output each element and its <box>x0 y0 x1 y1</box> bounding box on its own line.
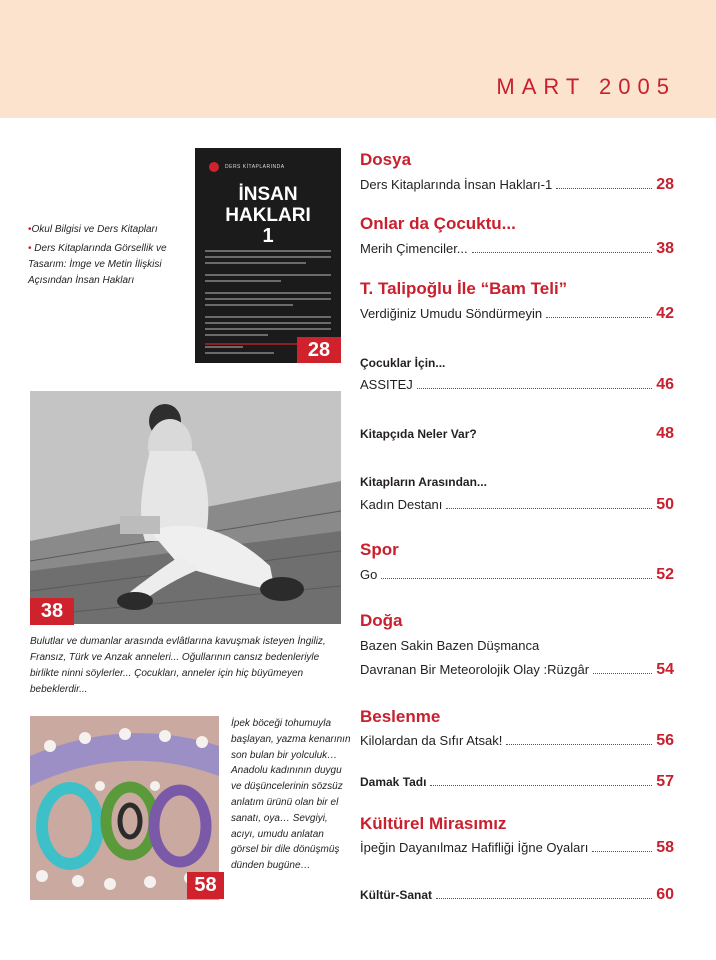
toc-entry-kitaplarin[interactable] <box>360 496 674 516</box>
leader-space <box>481 428 652 438</box>
toc-entry-doga[interactable] <box>360 661 674 681</box>
cover-note-1: Okul Bilgisi ve Ders Kitapları <box>31 224 158 235</box>
feature2-page-badge: 58 <box>187 872 224 899</box>
cover-thumbnail[interactable] <box>195 148 341 363</box>
toc-entry-title: Merih Çimenciler... <box>360 241 468 256</box>
feature1-page-badge: 38 <box>30 598 74 625</box>
cover-notes <box>28 222 190 292</box>
toc-entry-title: Ders Kitaplarında İnsan Hakları-1 <box>360 177 553 192</box>
leader-dots <box>506 734 652 745</box>
toc-entry-title: ASSITEJ <box>360 377 413 392</box>
cover-note-2: Ders Kitaplarında Görsellik ve Tasarım: İmge ve Metin İlişkisi Açısından İnsan Hakları <box>28 243 167 286</box>
toc-entry-damak[interactable] <box>360 773 674 793</box>
toc-section-spor[interactable]: Spor <box>360 540 399 559</box>
toc-section-beslenme[interactable]: Beslenme <box>360 707 441 726</box>
toc-entry-title: Kilolardan da Sıfır Atsak! <box>360 733 503 748</box>
issue-date: MART 2005 <box>496 74 676 99</box>
toc-page-number: 60 <box>656 886 674 903</box>
feature-photo-mother[interactable] <box>30 391 341 624</box>
cover-page-badge: 28 <box>297 337 341 363</box>
feature1-caption: Bulutlar ve dumanlar arasında evlâtlarına kavuşmak isteyen İngiliz, Fransız, Türk ve Anzak anneleri... Oğullarının cansız bedenleriyle birlikte ninni söylerler... Çocukları, anneler için hiç büyümeyen bebeklerdir... <box>30 636 326 695</box>
toc-page-number: 57 <box>656 773 674 790</box>
toc-entry-title: Kitapçıda Neler Var? <box>360 427 477 441</box>
leader-dots <box>446 498 652 509</box>
toc-page-number: 54 <box>656 661 674 678</box>
toc-section-cocuklar[interactable]: Çocuklar İçin... <box>360 356 446 370</box>
leader-dots <box>556 178 652 189</box>
toc-entry-title: Damak Tadı <box>360 775 427 789</box>
cover-logo-icon <box>209 162 219 172</box>
toc-page-number: 38 <box>656 240 674 257</box>
cover-title <box>195 184 341 247</box>
toc-section-taligoplu[interactable]: T. Talipoğlu İle “Bam Teli” <box>360 279 568 298</box>
toc-entry-kultur-sanat[interactable] <box>360 886 674 906</box>
toc-page-number: 42 <box>656 305 674 322</box>
toc-entry-title: Kadın Destanı <box>360 497 443 512</box>
cover-title-line1: İNSAN <box>238 184 298 205</box>
cover-footer-line <box>205 343 305 345</box>
toc-entry-onlar[interactable] <box>360 240 674 260</box>
bullet-icon: • <box>28 243 35 254</box>
toc-section-doga[interactable]: Doğa <box>360 611 403 630</box>
toc-page-number: 48 <box>656 425 674 442</box>
toc-page-number: 56 <box>656 732 674 749</box>
toc-entry-beslenme[interactable] <box>360 732 674 752</box>
toc-entry-dosya[interactable] <box>360 176 674 196</box>
bullet-icon: • <box>28 224 32 235</box>
toc-entry-doga-line1[interactable]: Bazen Sakin Bazen Düşmanca <box>360 638 540 653</box>
cover-title-line2: HAKLARI <box>225 205 311 226</box>
toc-entry-cocuklar[interactable] <box>360 376 674 396</box>
leader-dots <box>436 888 652 899</box>
leader-dots <box>417 378 652 389</box>
leader-dots <box>593 663 652 674</box>
toc-section-dosya[interactable]: Dosya <box>360 150 412 169</box>
toc-section-kitaplarin[interactable]: Kitapların Arasından... <box>360 475 487 489</box>
toc-page-number: 50 <box>656 496 674 513</box>
toc-entry-title: Verdiğiniz Umudu Söndürmeyin <box>360 306 543 321</box>
toc-page-number: 28 <box>656 176 674 193</box>
toc-entry-title: İpeğin Dayanılmaz Hafifliği İğne Oyaları <box>360 840 589 855</box>
toc-page-number: 58 <box>656 839 674 856</box>
toc-page-number: 46 <box>656 376 674 393</box>
feature2-caption: İpek böceği tohumuyla başlayan, yazma kenarının son bulan bir yolculuk… Anadolu kadınının duygu ve düşüncelerinin sözsüz anlatım ürünü olan bir el sanatı, oya… Sevgiyi, acıyı, umudu anlatan görsel bir dile dönüşmüş dünden bugüne… <box>231 718 351 872</box>
toc-section-kulturel[interactable]: Kültürel Mirasımız <box>360 814 507 833</box>
leader-dots <box>546 307 652 318</box>
leader-dots <box>381 568 652 579</box>
toc-entry-title: Go <box>360 567 378 582</box>
toc-entry-kulturel[interactable] <box>360 839 674 859</box>
toc-page-number: 52 <box>656 566 674 583</box>
cover-title-line3: 1 <box>262 225 274 247</box>
leader-dots <box>592 841 652 852</box>
cover-label: DERS KİTAPLARINDA <box>225 164 285 170</box>
toc-entry-kitapcida[interactable] <box>360 425 674 445</box>
toc-section-onlar[interactable]: Onlar da Çocuktu... <box>360 214 516 233</box>
toc-entry-title: Davranan Bir Meteorolojik Olay :Rüzgâr <box>360 662 590 677</box>
toc-entry-title: Kültür-Sanat <box>360 888 432 902</box>
header-band <box>0 0 716 118</box>
toc-entry-taligoplu[interactable] <box>360 305 674 325</box>
toc-entry-spor[interactable] <box>360 566 674 586</box>
leader-dots <box>430 775 652 786</box>
leader-dots <box>472 242 653 253</box>
